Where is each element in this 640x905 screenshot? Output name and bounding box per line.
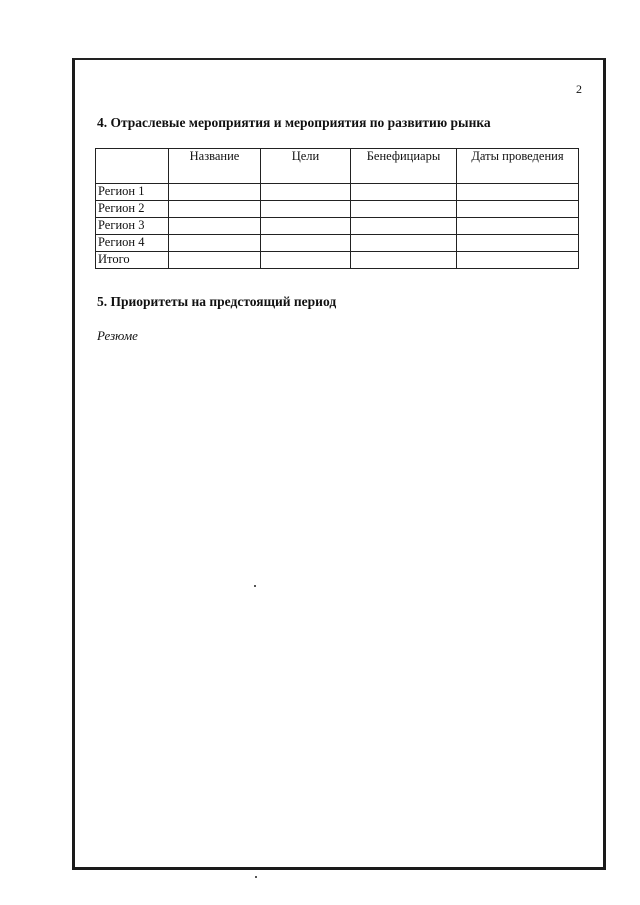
events-table <box>95 148 579 269</box>
row-label: Регион 4 <box>96 235 169 252</box>
table-cell <box>169 201 261 218</box>
table-cell <box>351 218 457 235</box>
scan-speck <box>255 876 257 878</box>
table-cell <box>351 184 457 201</box>
row-label: Итого <box>96 252 169 269</box>
table-cell <box>351 252 457 269</box>
header-cell-dates: Даты проведения <box>457 149 579 184</box>
table-header-row <box>96 149 579 184</box>
table-cell <box>261 218 351 235</box>
table-cell <box>261 235 351 252</box>
section-4-title: 4. Отраслевые мероприятия и мероприятия по развитию рынка <box>97 115 491 130</box>
table-cell <box>261 252 351 269</box>
section-5-title: 5. Приоритеты на предстоящий период <box>97 294 337 309</box>
table-row <box>96 218 579 235</box>
table-row <box>96 252 579 269</box>
table-cell <box>351 235 457 252</box>
table-cell <box>169 252 261 269</box>
table-cell <box>457 252 579 269</box>
table-cell <box>457 184 579 201</box>
header-cell-goals: Цели <box>261 149 351 184</box>
table-row <box>96 184 579 201</box>
table-cell <box>261 184 351 201</box>
header-cell-beneficiaries: Бенефициары <box>351 149 457 184</box>
table-cell <box>261 201 351 218</box>
resume-subtitle: Резюме <box>97 328 138 343</box>
row-label: Регион 3 <box>96 218 169 235</box>
table-cell <box>457 218 579 235</box>
header-cell-name: Название <box>169 149 261 184</box>
header-cell-empty <box>96 149 169 184</box>
table-cell <box>169 218 261 235</box>
scan-speck <box>254 585 256 587</box>
page-number: 2 <box>576 82 582 96</box>
row-label: Регион 2 <box>96 201 169 218</box>
table-cell <box>457 235 579 252</box>
table-cell <box>351 201 457 218</box>
table-row <box>96 235 579 252</box>
table-cell <box>169 184 261 201</box>
table-cell <box>169 235 261 252</box>
row-label: Регион 1 <box>96 184 169 201</box>
table-cell <box>457 201 579 218</box>
table-row <box>96 201 579 218</box>
